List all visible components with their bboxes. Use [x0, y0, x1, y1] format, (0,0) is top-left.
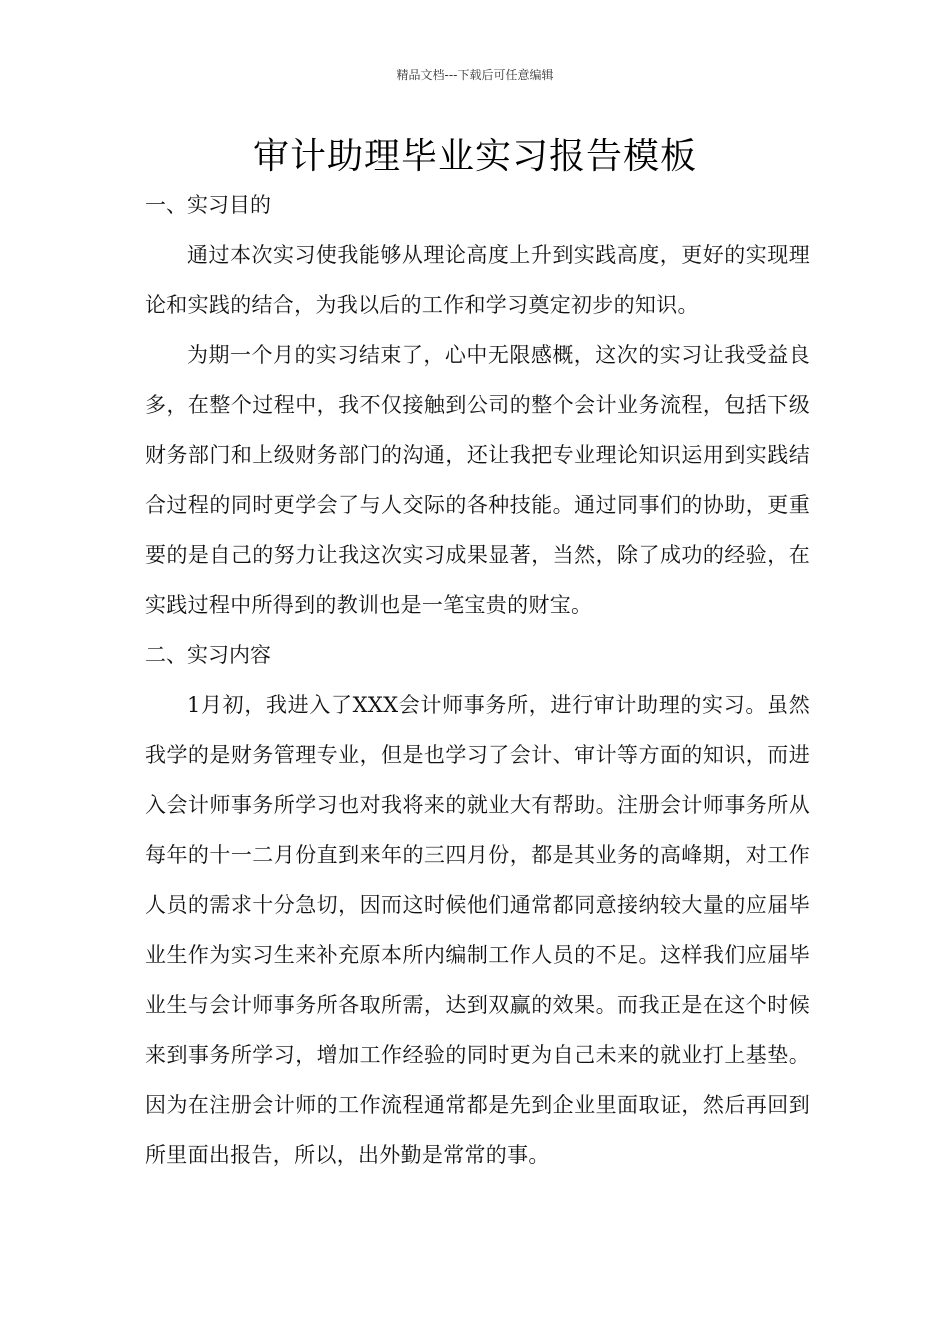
paragraph-purpose-1: 通过本次实习使我能够从理论高度上升到实践高度，更好的实现理论和实践的结合，为我以后的工作和学习奠定初步的知识。	[145, 243, 810, 317]
header-note: 精品文档---下载后可任意编辑	[396, 68, 554, 82]
document-body	[145, 180, 810, 1180]
paragraph-purpose-2: 为期一个月的实习结束了，心中无限感概，这次的实习让我受益良多，在整个过程中，我不仅接触到公司的整个会计业务流程，包括下级财务部门和上级财务部门的沟通，还让我把专业理论知识运用到实践结合过程的同时更学会了与人交际的各种技能。通过同事们的协助，更重要的是自己的努力让我这次实习成果显著，当然，除了成功的经验，在实践过程中所得到的教训也是一笔宝贵的财宝。	[145, 343, 810, 617]
section-heading-content: 二、实习内容	[145, 643, 271, 667]
document-title: 审计助理毕业实习报告模板	[252, 136, 697, 177]
paragraph-content-1: 1月初，我进入了XXX会计师事务所，进行审计助理的实习。虽然我学的是财务管理专业，但是也学习了会计、审计等方面的知识，而进入会计师事务所学习也对我将来的就业大有帮助。注册会计师事务所从每年的十一二月份直到来年的三四月份，都是其业务的高峰期，对工作人员的需求十分急切，因而这时候他们通常都同意接纳较大量的应届毕业生作为实习生来补充原本所内编制工作人员的不足。这样我们应届毕业生与会计师事务所各取所需，达到双赢的效果。而我正是在这个时候来到事务所学习，增加工作经验的同时更为自己未来的就业打上基垫。因为在注册会计师的工作流程通常都是先到企业里面取证，然后再回到所里面出报告，所以，出外勤是常常的事。	[145, 693, 810, 1167]
section-heading-purpose: 一、实习目的	[145, 193, 271, 217]
